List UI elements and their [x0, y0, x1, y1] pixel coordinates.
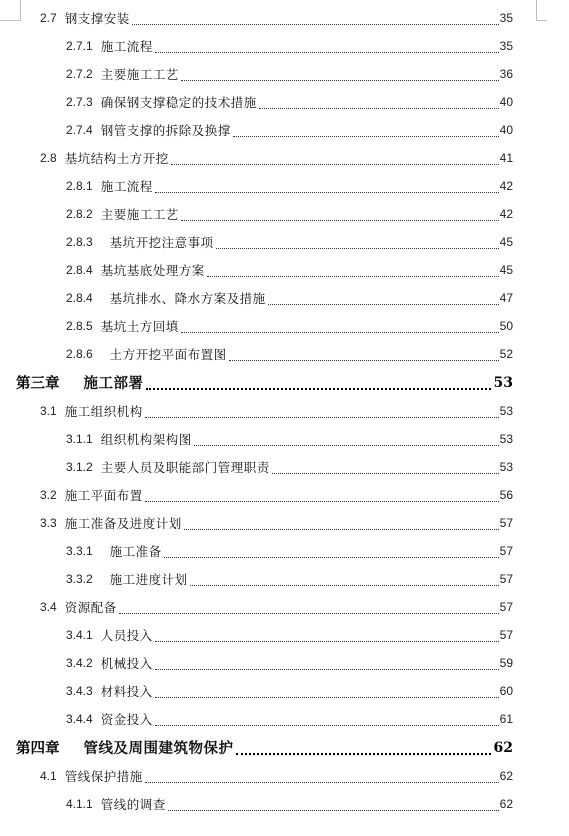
toc-entry-title: 组织机构架构图 — [100, 432, 192, 447]
toc-entry-title: 施工准备及进度计划 — [64, 516, 182, 531]
toc-entry-number: 3.4.2 — [66, 656, 93, 670]
toc-dot-leader — [146, 387, 512, 390]
toc-subsection-entry[interactable] — [0, 228, 569, 256]
toc-dot-leader — [164, 556, 511, 558]
toc-entry-number: 3.1.2 — [66, 460, 93, 474]
toc-entry-number: 3.4.1 — [66, 628, 93, 642]
toc-dot-leader — [171, 163, 511, 165]
toc-entry-title: 基坑开挖注意事项 — [100, 235, 214, 250]
toc-entry-title: 管线及周围建筑物保护 — [83, 740, 234, 757]
toc-chapter-entry[interactable] — [0, 733, 569, 762]
toc-entry-page-number: 42 — [499, 200, 513, 228]
toc-entry-title: 基坑结构土方开挖 — [64, 151, 169, 166]
toc-subsection-entry[interactable] — [0, 284, 569, 312]
toc-entry-page-number: 40 — [499, 116, 513, 144]
toc-entry-page-number: 47 — [499, 284, 513, 312]
toc-entry-title: 资金投入 — [100, 712, 153, 727]
toc-entry-page-number: 62 — [499, 790, 513, 818]
toc-entry-page-number: 52 — [499, 340, 513, 368]
toc-entry-title: 基坑排水、降水方案及措施 — [100, 291, 266, 306]
toc-entry-number: 2.7.2 — [66, 67, 93, 81]
toc-entry-page-number: 53 — [499, 453, 513, 481]
toc-entry-number: 2.8.4 — [66, 263, 93, 277]
toc-dot-leader — [236, 752, 512, 755]
toc-subsection-entry[interactable] — [0, 537, 569, 565]
toc-dot-leader — [272, 472, 511, 474]
toc-dot-leader — [155, 696, 511, 698]
toc-dot-leader — [155, 724, 511, 726]
toc-subsection-entry[interactable] — [0, 621, 569, 649]
toc-entry-number: 4.1 — [40, 769, 57, 783]
table-of-contents — [0, 4, 569, 818]
toc-entry-number: 2.8.4 — [66, 291, 93, 305]
toc-entry-page-number: 57 — [499, 537, 513, 565]
toc-entry-title: 施工进度计划 — [100, 572, 188, 587]
toc-entry-page-number: 53 — [499, 397, 513, 425]
toc-dot-leader — [181, 331, 511, 333]
toc-entry-page-number: 45 — [499, 228, 513, 256]
toc-entry-number: 2.7 — [40, 11, 57, 25]
toc-dot-leader — [168, 809, 511, 811]
toc-entry-number: 2.8.1 — [66, 179, 93, 193]
toc-entry-page-number: 53 — [493, 368, 513, 397]
toc-dot-leader — [207, 275, 511, 277]
toc-entry-number: 3.3 — [40, 516, 57, 530]
toc-chapter-entry[interactable] — [0, 368, 569, 397]
toc-entry-page-number: 45 — [499, 256, 513, 284]
toc-entry-number: 3.1.1 — [66, 432, 93, 446]
toc-subsection-entry[interactable] — [0, 705, 569, 733]
toc-subsection-entry[interactable] — [0, 565, 569, 593]
toc-dot-leader — [181, 79, 511, 81]
toc-entry-number: 2.8.2 — [66, 207, 93, 221]
toc-entry-title: 土方开挖平面布置图 — [100, 347, 227, 362]
toc-subsection-entry[interactable] — [0, 425, 569, 453]
toc-dot-leader — [145, 416, 511, 418]
toc-dot-leader — [155, 51, 511, 53]
toc-entry-page-number: 62 — [499, 762, 513, 790]
toc-subsection-entry[interactable] — [0, 312, 569, 340]
toc-entry-number: 2.7.4 — [66, 123, 93, 137]
toc-section-entry[interactable] — [0, 481, 569, 509]
toc-entry-title: 施工组织机构 — [64, 404, 143, 419]
toc-entry-title: 施工准备 — [100, 544, 162, 559]
toc-entry-page-number: 35 — [499, 4, 513, 32]
toc-entry-number: 2.7.3 — [66, 95, 93, 109]
toc-subsection-entry[interactable] — [0, 60, 569, 88]
toc-entry-page-number: 61 — [499, 705, 513, 733]
toc-section-entry[interactable] — [0, 144, 569, 172]
toc-entry-page-number: 57 — [499, 565, 513, 593]
toc-entry-title: 主要人员及职能部门管理职责 — [100, 460, 270, 475]
toc-entry-number: 2.8.5 — [66, 319, 93, 333]
toc-subsection-entry[interactable] — [0, 88, 569, 116]
toc-entry-page-number: 40 — [499, 88, 513, 116]
toc-entry-page-number: 60 — [499, 677, 513, 705]
toc-entry-number: 4.1.1 — [66, 797, 93, 811]
toc-dot-leader — [119, 612, 511, 614]
toc-dot-leader — [145, 500, 511, 502]
toc-subsection-entry[interactable] — [0, 172, 569, 200]
toc-entry-number: 3.3.1 — [66, 544, 93, 558]
toc-entry-number: 第三章 — [16, 375, 60, 392]
toc-entry-title: 施工部署 — [83, 375, 144, 392]
toc-entry-number: 3.4.3 — [66, 684, 93, 698]
toc-entry-title: 主要施工工艺 — [100, 67, 179, 82]
toc-dot-leader — [132, 23, 511, 25]
toc-dot-leader — [184, 528, 511, 530]
toc-entry-title: 施工流程 — [100, 39, 153, 54]
toc-entry-title: 施工平面布置 — [64, 488, 143, 503]
toc-entry-number: 2.8.3 — [66, 235, 93, 249]
toc-entry-title: 基坑基底处理方案 — [100, 263, 205, 278]
toc-dot-leader — [259, 107, 511, 109]
toc-subsection-entry[interactable] — [0, 340, 569, 368]
toc-entry-page-number: 42 — [499, 172, 513, 200]
toc-entry-title: 资源配备 — [64, 600, 117, 615]
toc-entry-title: 人员投入 — [100, 628, 153, 643]
toc-section-entry[interactable] — [0, 762, 569, 790]
toc-entry-page-number: 57 — [499, 621, 513, 649]
toc-subsection-entry[interactable] — [0, 200, 569, 228]
toc-entry-page-number: 50 — [499, 312, 513, 340]
toc-subsection-entry[interactable] — [0, 649, 569, 677]
toc-dot-leader — [268, 303, 511, 305]
toc-subsection-entry[interactable] — [0, 677, 569, 705]
toc-dot-leader — [155, 668, 511, 670]
toc-subsection-entry[interactable] — [0, 790, 569, 818]
toc-dot-leader — [194, 444, 511, 446]
toc-entry-page-number: 59 — [499, 649, 513, 677]
toc-subsection-entry[interactable] — [0, 116, 569, 144]
toc-entry-title: 管线的调查 — [100, 797, 166, 812]
toc-entry-title: 确保钢支撑稳定的技术措施 — [100, 95, 257, 110]
toc-entry-page-number: 57 — [499, 509, 513, 537]
toc-section-entry[interactable] — [0, 509, 569, 537]
toc-dot-leader — [190, 584, 511, 586]
toc-entry-title: 钢支撑安装 — [64, 11, 130, 26]
toc-entry-page-number: 36 — [499, 60, 513, 88]
toc-section-entry[interactable] — [0, 4, 569, 32]
toc-entry-title: 基坑土方回填 — [100, 319, 179, 334]
toc-dot-leader — [216, 247, 511, 249]
toc-section-entry[interactable] — [0, 593, 569, 621]
toc-subsection-entry[interactable] — [0, 32, 569, 60]
toc-entry-page-number: 35 — [499, 32, 513, 60]
toc-entry-title: 主要施工工艺 — [100, 207, 179, 222]
toc-dot-leader — [233, 135, 511, 137]
toc-entry-number: 2.7.1 — [66, 39, 93, 53]
toc-dot-leader — [155, 640, 511, 642]
toc-entry-number: 3.4 — [40, 600, 57, 614]
toc-dot-leader — [229, 359, 511, 361]
toc-entry-title: 管线保护措施 — [64, 769, 143, 784]
toc-entry-title: 机械投入 — [100, 656, 153, 671]
toc-entry-page-number: 56 — [499, 481, 513, 509]
toc-section-entry[interactable] — [0, 397, 569, 425]
toc-entry-number: 3.3.2 — [66, 572, 93, 586]
toc-subsection-entry[interactable] — [0, 256, 569, 284]
toc-entry-page-number: 62 — [493, 733, 513, 762]
toc-entry-number: 2.8.6 — [66, 347, 93, 361]
toc-dot-leader — [155, 191, 511, 193]
toc-entry-page-number: 41 — [499, 144, 513, 172]
toc-entry-title: 施工流程 — [100, 179, 153, 194]
toc-entry-number: 2.8 — [40, 151, 57, 165]
toc-dot-leader — [181, 219, 511, 221]
toc-entry-number: 3.4.4 — [66, 712, 93, 726]
toc-entry-page-number: 53 — [499, 425, 513, 453]
toc-entry-title: 钢管支撑的拆除及换撑 — [100, 123, 231, 138]
toc-entry-number: 第四章 — [16, 740, 60, 757]
toc-entry-title: 材料投入 — [100, 684, 153, 699]
toc-dot-leader — [145, 781, 511, 783]
toc-subsection-entry[interactable] — [0, 453, 569, 481]
toc-entry-number: 3.1 — [40, 404, 57, 418]
toc-entry-number: 3.2 — [40, 488, 57, 502]
toc-entry-page-number: 57 — [499, 593, 513, 621]
